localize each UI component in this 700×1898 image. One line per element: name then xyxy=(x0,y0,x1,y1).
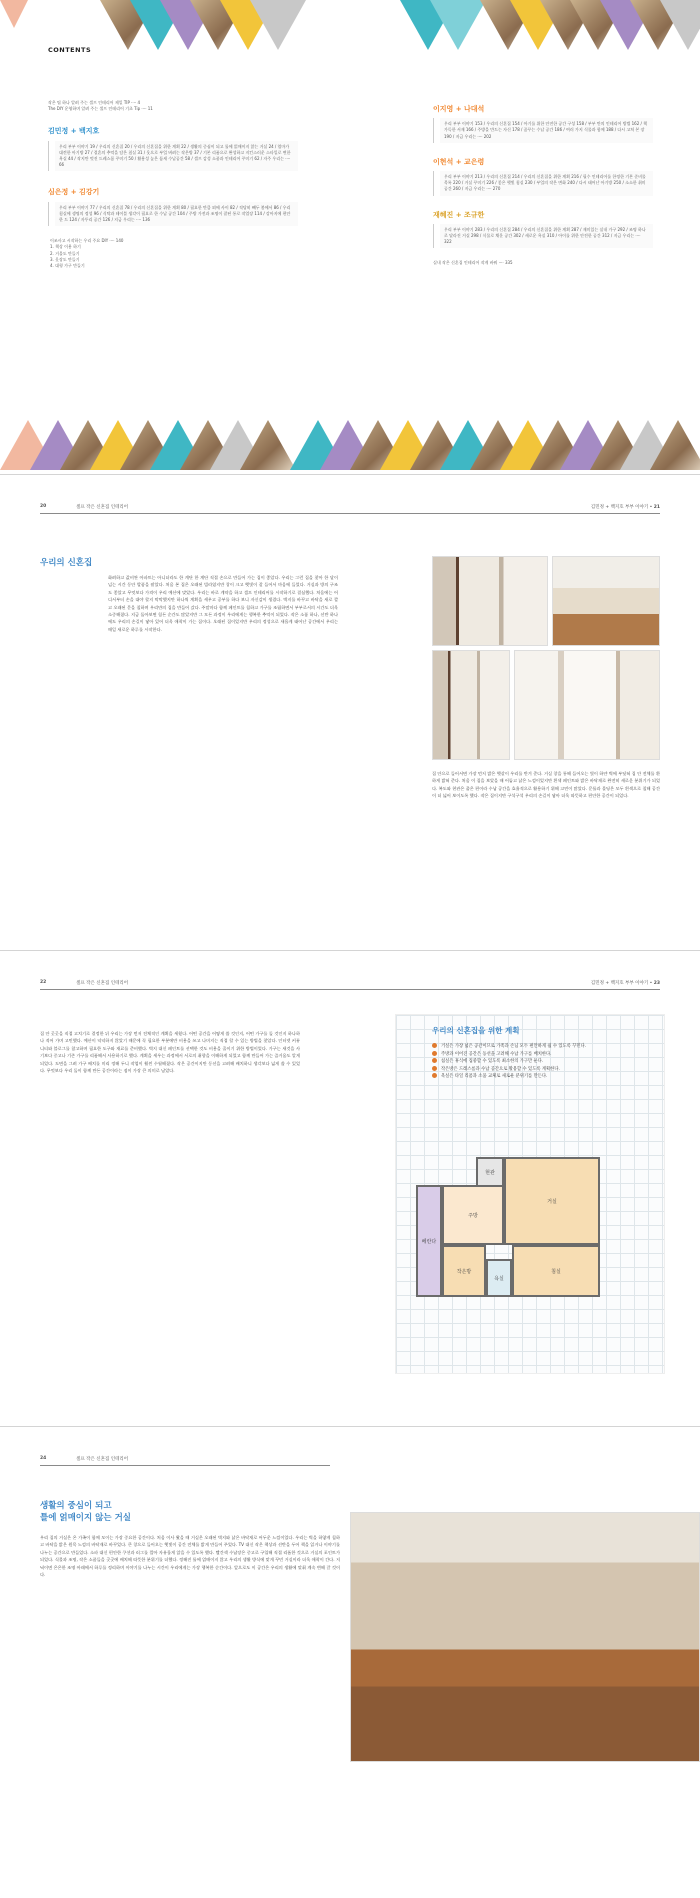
plan-item: 작은방은 드레스룸과 수납 공간으로 활용할 수 있도록 계획한다. xyxy=(432,1066,660,1074)
running-header xyxy=(40,504,660,514)
plan-item: 욕실은 타일 리폼과 소품 교체로 새로운 분위기를 만든다. xyxy=(432,1073,660,1081)
photo-door xyxy=(432,650,510,760)
page-divider xyxy=(0,474,700,475)
toc-section-entries xyxy=(433,224,653,249)
toc-footer-line: 실내 작은 신혼집 인테리어 작게 바꿔 ···· 335 xyxy=(433,260,513,266)
toc-section-title: 재혜진 + 조규한 xyxy=(433,210,485,219)
photo-room xyxy=(552,556,660,646)
toc-section-title: 이지영 + 나대석 xyxy=(433,105,485,113)
page-number-left: 20 xyxy=(40,504,47,509)
spread-our-home xyxy=(0,478,700,948)
body-text: 집 안 곳곳을 직접 고치기로 결정한 뒤 우리는 가장 먼저 전체적인 계획을 세웠다. 어떤 공간을 어떻게 쓸 것인지, 어떤 가구를 둘 것인지 하나하나 적어 가며 고민했다. 예산이 넉넉하지 않았기 때문에 꼭 필요한 부분에만 비용을 쓰고 나머지는 직접 할 수 있는 방법을 찾았다. 인터넷 커뮤니티와 블로그를 참고하며 필요한 도구와 재료를 준비했다. 벽지 대신 페인트를 선택한 것도 비용을 줄이기 위한 방법이었다. 가구는 새것을 사기보다 중고나 기존 가구를 리폼해서 사용하기로 했다. 계획을 세우는 과정에서 서로의 취향을 이해하게 되었고 함께 만들어 가는 즐거움도 알게 되었다. 도면을 그려 가구 배치를 미리 정해 두니 작업이 훨씬 수월해졌다. 작은 공간이지만 동선을 고려해 배치하니 생각보다 넓게 쓸 수 있었다. 무엇보다 우리 둘이 함께 만든 공간이라는 점이 가장 큰 의미로 남았다. xyxy=(40,1031,300,1074)
running-header xyxy=(40,1456,330,1466)
photo-living-room xyxy=(350,1512,700,1762)
page-number-left: 24 xyxy=(40,1456,47,1461)
contents-label: CONTENTS xyxy=(48,46,92,54)
photo-hallway xyxy=(514,650,660,760)
page-divider xyxy=(0,950,700,951)
toc-section-entries xyxy=(433,118,653,143)
diy-list xyxy=(48,238,298,269)
plan-item: 침실은 휴식에 집중할 수 있도록 최소한의 가구만 둔다. xyxy=(432,1058,660,1066)
page-number-left: 22 xyxy=(40,980,47,985)
top-triangle-banner xyxy=(0,0,700,50)
page-divider xyxy=(0,1426,700,1427)
contents-page xyxy=(0,0,700,470)
body-text: 화려하고 값비싼 아파트는 아니더라도 한 계단 한 계단 직접 손으로 만들어 가는 집이 좋았다. 우리는 그런 집을 찾아 한 달이 넘는 시간 동안 발품을 팔았다. 처음 본 집은 오래된 빌라였지만 창이 크고 햇빛이 잘 들어서 마음에 들었다. 거실과 방의 구조도 좋았고 무엇보다 가격이 우리 예산에 맞았다. 우리는 바로 계약을 하고 셀프 인테리어를 시작하기로 결심했다. 처음에는 어디서부터 손을 대야 할지 막막했지만 하나씩 계획을 세우고 공부를 하다 보니 자신감이 생겼다. 벽지를 바꾸고 바닥을 새로 깔고 오래된 문을 칠하며 우리만의 집을 만들어 갔다. 주말마다 함께 페인트를 칠하고 가구를 조립하면서 부부로서의 시간도 더욱 소중해졌다. 지금 돌아보면 힘든 순간도 많았지만 그 모든 과정이 우리에게는 행복한 추억이 되었다. 작은 소품 하나, 선반 하나에도 우리의 손길이 닿아 있어 더욱 애착이 가는 집이다. 오래된 집이었지만 우리의 정성으로 새롭게 태어난 공간에서 우리는 매일 새로운 하루를 시작한다. xyxy=(108,575,338,632)
toc-section-text: 우리 부부 이야기 19 / 우리의 신혼집 20 / 우리의 신혼집을 위한 계획 22 / 생활의 중심이 되고 툴에 얽매이지 않는 거실 24 / 엄마가 대견한 아기방 27 / 결혼의 추억을 담은 침실 31 / 옷으로 부엌 버려는 작은방 37 / 기본 리폼으로 완성하고 지킨스러운 스타일로 변한 욕실 44 / 작지만 멋진 드레스룸 꾸미기 50 / 활용성 높은 틈새 수납공간 58 / 셀프 감성 소품과 인테리어 꾸미기 62 / 자주 우리는 ···· 66 xyxy=(55,141,298,172)
diy-item: 4. 대형 가구 만들기 xyxy=(50,263,85,269)
body-text: 집 안으로 들어서면 가장 먼저 밝은 햇살이 우리를 반겨 준다. 거실 창을 통해 들어오는 빛이 하얀 벽에 부딪혀 집 안 전체를 환하게 밝혀 준다. 처음 이 집을 보았을 때 어둡고 낡은 느낌이었지만 흰색 페인트와 밝은 바닥재로 완전히 새로운 분위기가 되었다. 복도와 현관은 좁은 편이라 수납 공간을 효율적으로 활용하기 위해 고민이 많았다. 문틀과 몰딩은 모두 흰색으로 칠해 공간이 더 넓어 보이도록 했다. 작은 집이지만 구석구석 우리의 손길이 닿아 더욱 따뜻하고 편안한 공간이 되었다. xyxy=(432,771,660,799)
toc-left-column xyxy=(48,100,298,269)
body-text: 우리 집의 거실은 온 가족이 함께 모이는 가장 중요한 공간이다. 처음 이사 왔을 때 거실은 오래된 벽지와 낡은 바닥재로 어두운 느낌이었다. 우리는 벽을 하얗게 칠하고 바닥을 밝은 원목 느낌의 바닥재로 바꾸었다. 큰 창으로 들어오는 햇빛이 공간 전체를 밝게 만들어 주었다. TV 대신 작은 책상과 선반을 두어 책을 읽거나 이야기를 나누는 공간으로 만들었다. 소파 대신 편안한 쿠션과 러그를 깔아 자유롭게 앉을 수 있도록 했다. 빨간색 수납장은 중고로 구입해 직접 리폼한 것으로 거실의 포인트가 되었다. 식물과 조명, 작은 소품들을 곳곳에 배치해 따뜻한 분위기를 더했다. 정해진 틀에 얽매이지 않고 우리의 생활 방식에 맞게 꾸민 거실이라 더욱 애착이 간다. 저녁이면 은은한 조명 아래에서 하루를 정리하며 이야기를 나누는 시간이 우리에게는 가장 행복한 순간이다. 앞으로도 이 공간은 우리의 생활에 맞춰 계속 변해 갈 것이다. xyxy=(40,1535,340,1578)
book-title: 셀프 작은 신혼집 인테리어 xyxy=(76,1457,129,1462)
header-right: 김민정 + 백지호 부부 이야기 • 21 xyxy=(590,505,660,510)
room-master: 침실 xyxy=(512,1245,600,1297)
intro-line: 작은 팁 하나 알려 주는 셀프 인테리어 제일 TIP ···· 4 xyxy=(48,100,141,105)
toc-section-text: 우리 부부 이야기 213 / 우리의 신혼집 214 / 우리의 신혼집을 위한 계획 216 / 필수 인테리어를 한정한 기본 준비물 목록 220 / 거실 꾸미기 226 / 좋은 햇빛 침실 230 / 부엌의 작은 변화 240 / 다시 태어난 아기방 250 / 소소한 취미 공간 260 / 지금 우리는 ···· 270 xyxy=(440,171,653,196)
room-veranda: 베란다 xyxy=(416,1185,442,1297)
toc-section-title: 김민정 + 백지호 xyxy=(48,127,100,136)
running-header xyxy=(40,980,660,990)
toc-section-title: 심은정 + 김강기 xyxy=(48,188,100,197)
floor-plan-panel xyxy=(395,1014,665,1374)
toc-section-text: 우리 부부 이야기 283 / 우리의 신혼집 284 / 우리의 신혼집을 위한 계획 287 / 재미있는 실내 가구 292 / 조명 하나로 달라진 거실 298 / 식물로 채운 공간 302 / 새로운 욕실 310 / 아이를 위한 안전한 공간 312 / 지금 우리는 ···· 322 xyxy=(440,224,653,249)
bottom-triangle-banner xyxy=(0,420,700,470)
toc-section-text: 우리 부부 이야기 153 / 우리의 신혼집 154 / 아기를 위한 안전한 공간 구성 158 / 부부 만의 인테리어 방법 162 / 책 가득한 서재 166 / 주방을 만드는 자신 178 / 꿈꾸는 수납 공간 186 / 여러 가지 식물과 함께 188 / 다시 고쳐 본 장 190 / 지금 우리는 ···· 202 xyxy=(440,118,653,143)
toc-section-entries xyxy=(48,141,298,172)
diy-item: 3. 옷장도 만들기 xyxy=(50,256,80,262)
spread-living-room xyxy=(0,1430,700,1898)
toc-section-text: 우리 부부 이야기 77 / 우리의 신혼집 78 / 우리의 신혼집을 위한 계획 80 / 필요한 만큼 외에 사이 82 / 적당히 빼두 봄에서 86 / 우리 침실에 생명의 정성 96 / 식탁과 테이블 생각이 필요로 한 수납 공간 104 / 주방 가전과 조명이 잘된 통로 작업장 114 / 강아지에 편안한 드 124 / 자투리 공간 126 / 지금 우리는 ···· 136 xyxy=(55,202,298,227)
book-title: 셀프 작은 신혼집 인테리어 xyxy=(76,505,129,510)
diy-item: 2. 거울도 만들기 xyxy=(50,250,80,256)
plan-item: 거실은 가장 넓은 공간이므로 가족과 손님 모두 편안하게 쉴 수 있도록 꾸민다. xyxy=(432,1043,660,1051)
plan-list xyxy=(432,1043,660,1081)
room-bath: 욕실 xyxy=(486,1259,512,1297)
section-title: 우리의 신혼집 xyxy=(40,558,93,568)
diy-item: 1. 책상 이용 하기 xyxy=(50,244,81,250)
room-kitchen: 주방 xyxy=(442,1185,504,1245)
toc-section-entries xyxy=(433,171,653,196)
photo-entrance xyxy=(432,556,548,646)
book-title: 셀프 작은 신혼집 인테리어 xyxy=(76,981,129,986)
plan-title: 우리의 신혼집을 위한 계획 xyxy=(432,1026,520,1035)
room-living: 거실 xyxy=(504,1157,600,1245)
spread-plan xyxy=(0,954,700,1424)
plan-item: 주방과 이어진 공간은 동선을 고려해 수납 가구를 배치한다. xyxy=(432,1051,660,1059)
diy-title: 이조사고 시작하는 우리 주요 DIY ···· 140 xyxy=(50,238,124,244)
room-entrance: 현관 xyxy=(476,1157,504,1187)
header-right: 김민정 + 백지호 부부 이야기 • 23 xyxy=(590,981,660,986)
room-small: 작은방 xyxy=(442,1245,486,1297)
toc-section-entries xyxy=(48,202,298,227)
toc-right-column xyxy=(433,100,653,267)
toc-section-title: 이현석 + 교은령 xyxy=(433,157,485,166)
section-title: 생활의 중심이 되고 틀에 얽매이지 않는 거실 xyxy=(40,1501,131,1523)
intro-line: The DIY 운영하며 알려 주는 셀프 인테리어 기초 Tip ···· 11 xyxy=(48,106,153,112)
